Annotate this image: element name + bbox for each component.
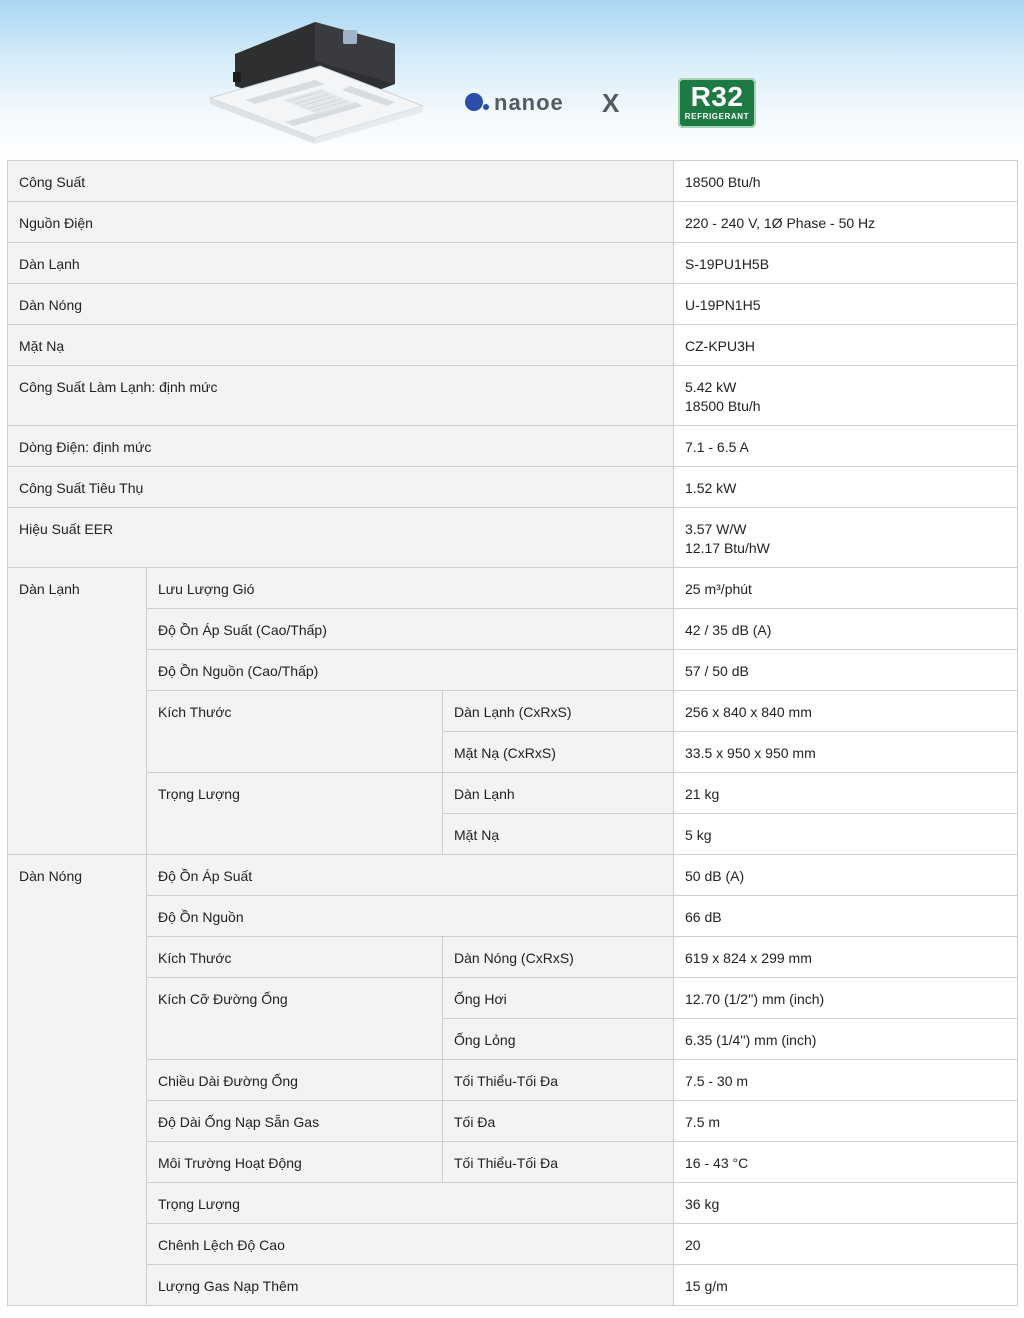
spec-value: 36 kg <box>674 1183 1018 1224</box>
spec-sublabel: Tối Đa <box>443 1101 674 1142</box>
table-row <box>8 1101 1018 1142</box>
table-row <box>8 1060 1018 1101</box>
spec-sublabel: Mặt Nạ (CxRxS) <box>443 732 674 773</box>
spec-label: Dàn Lạnh <box>8 243 674 284</box>
table-row <box>8 366 1018 426</box>
value-line: 12.17 Btu/hW <box>685 540 770 556</box>
spec-value: 1.52 kW <box>674 467 1018 508</box>
badge-subtitle: REFRIGERANT <box>684 112 750 121</box>
spec-label: Độ Dài Ống Nạp Sẵn Gas <box>147 1101 443 1142</box>
spec-value: S-19PU1H5B <box>674 243 1018 284</box>
spec-label: Kích Thước <box>147 937 443 978</box>
spec-label: Mặt Nạ <box>8 325 674 366</box>
spec-label: Công Suất <box>8 161 674 202</box>
product-image <box>205 14 430 144</box>
spec-value <box>674 508 1018 568</box>
spec-sublabel: Dàn Lạnh <box>443 773 674 814</box>
spec-label: Độ Ồn Áp Suất (Cao/Thấp) <box>147 609 674 650</box>
spec-label: Môi Trường Hoạt Động <box>147 1142 443 1183</box>
table-row <box>8 855 1018 896</box>
value-line: 18500 Btu/h <box>685 398 761 414</box>
spec-label: Hiệu Suất EER <box>8 508 674 568</box>
spec-value: 33.5 x 950 x 950 mm <box>674 732 1018 773</box>
spec-label: Độ Ồn Áp Suất <box>147 855 674 896</box>
spec-label: Chiều Dài Đường Ống <box>147 1060 443 1101</box>
table-row <box>8 609 1018 650</box>
spec-sublabel: Tối Thiểu-Tối Đa <box>443 1060 674 1101</box>
spec-sublabel: Ống Hơi <box>443 978 674 1019</box>
header-banner <box>0 0 1024 160</box>
table-row <box>8 325 1018 366</box>
table-row <box>8 467 1018 508</box>
svg-text:nanoe: nanoe <box>494 90 564 115</box>
spec-value: 20 <box>674 1224 1018 1265</box>
table-row <box>8 284 1018 325</box>
table-row <box>8 1224 1018 1265</box>
spec-sublabel: Tối Thiểu-Tối Đa <box>443 1142 674 1183</box>
table-row <box>8 1183 1018 1224</box>
spec-value: 16 - 43 °C <box>674 1142 1018 1183</box>
group-label-outdoor: Dàn Nóng <box>8 855 147 1306</box>
spec-value: 7.5 - 30 m <box>674 1060 1018 1101</box>
spec-label: Công Suất Làm Lạnh: định mức <box>8 366 674 426</box>
value-line: 3.57 W/W <box>685 521 747 537</box>
spec-label: Trọng Lượng <box>147 1183 674 1224</box>
table-row <box>8 508 1018 568</box>
spec-value: 7.1 - 6.5 A <box>674 426 1018 467</box>
spec-value: 42 / 35 dB (A) <box>674 609 1018 650</box>
spec-value: 66 dB <box>674 896 1018 937</box>
table-row <box>8 426 1018 467</box>
spec-label: Dàn Nóng <box>8 284 674 325</box>
spec-label: Lưu Lượng Gió <box>147 568 674 609</box>
value-line: 5.42 kW <box>685 379 737 395</box>
table-row <box>8 773 1018 814</box>
spec-label: Kích Thước <box>147 691 443 773</box>
spec-value: 21 kg <box>674 773 1018 814</box>
spec-value: 50 dB (A) <box>674 855 1018 896</box>
badge-title: R32 <box>690 81 744 112</box>
spec-label: Lượng Gas Nạp Thêm <box>147 1265 674 1306</box>
spec-value <box>674 366 1018 426</box>
spec-label: Kích Cỡ Đường Ống <box>147 978 443 1060</box>
nanoex-logo <box>464 84 639 120</box>
table-row <box>8 691 1018 732</box>
table-row <box>8 978 1018 1019</box>
spec-value: 15 g/m <box>674 1265 1018 1306</box>
svg-text:X: X <box>602 88 620 118</box>
r32-refrigerant-badge <box>678 78 756 128</box>
table-row <box>8 1265 1018 1306</box>
spec-sublabel: Ống Lỏng <box>443 1019 674 1060</box>
table-row <box>8 161 1018 202</box>
table-row <box>8 896 1018 937</box>
spec-value: 12.70 (1/2'') mm (inch) <box>674 978 1018 1019</box>
spec-label: Chênh Lệch Độ Cao <box>147 1224 674 1265</box>
spec-value: 25 m³/phút <box>674 568 1018 609</box>
spec-label: Dòng Điện: định mức <box>8 426 674 467</box>
table-row <box>8 650 1018 691</box>
spec-value: 256 x 840 x 840 mm <box>674 691 1018 732</box>
spec-value: 220 - 240 V, 1Ø Phase - 50 Hz <box>674 202 1018 243</box>
table-row <box>8 568 1018 609</box>
spec-sublabel: Dàn Lạnh (CxRxS) <box>443 691 674 732</box>
table-row <box>8 1142 1018 1183</box>
spec-value: 18500 Btu/h <box>674 161 1018 202</box>
spec-label: Công Suất Tiêu Thụ <box>8 467 674 508</box>
table-row <box>8 937 1018 978</box>
spec-label: Độ Ồn Nguồn <box>147 896 674 937</box>
spec-table <box>7 160 1018 1306</box>
table-row <box>8 243 1018 284</box>
table-row <box>8 202 1018 243</box>
spec-value: U-19PN1H5 <box>674 284 1018 325</box>
spec-sublabel: Dàn Nóng (CxRxS) <box>443 937 674 978</box>
spec-label: Nguồn Điện <box>8 202 674 243</box>
spec-label: Trọng Lượng <box>147 773 443 855</box>
spec-value: 6.35 (1/4'') mm (inch) <box>674 1019 1018 1060</box>
spec-value: 57 / 50 dB <box>674 650 1018 691</box>
spec-value: CZ-KPU3H <box>674 325 1018 366</box>
spec-value: 5 kg <box>674 814 1018 855</box>
spec-label: Độ Ồn Nguồn (Cao/Thấp) <box>147 650 674 691</box>
spec-value: 619 x 824 x 299 mm <box>674 937 1018 978</box>
spec-sublabel: Mặt Nạ <box>443 814 674 855</box>
group-label-indoor: Dàn Lạnh <box>8 568 147 855</box>
spec-value: 7.5 m <box>674 1101 1018 1142</box>
